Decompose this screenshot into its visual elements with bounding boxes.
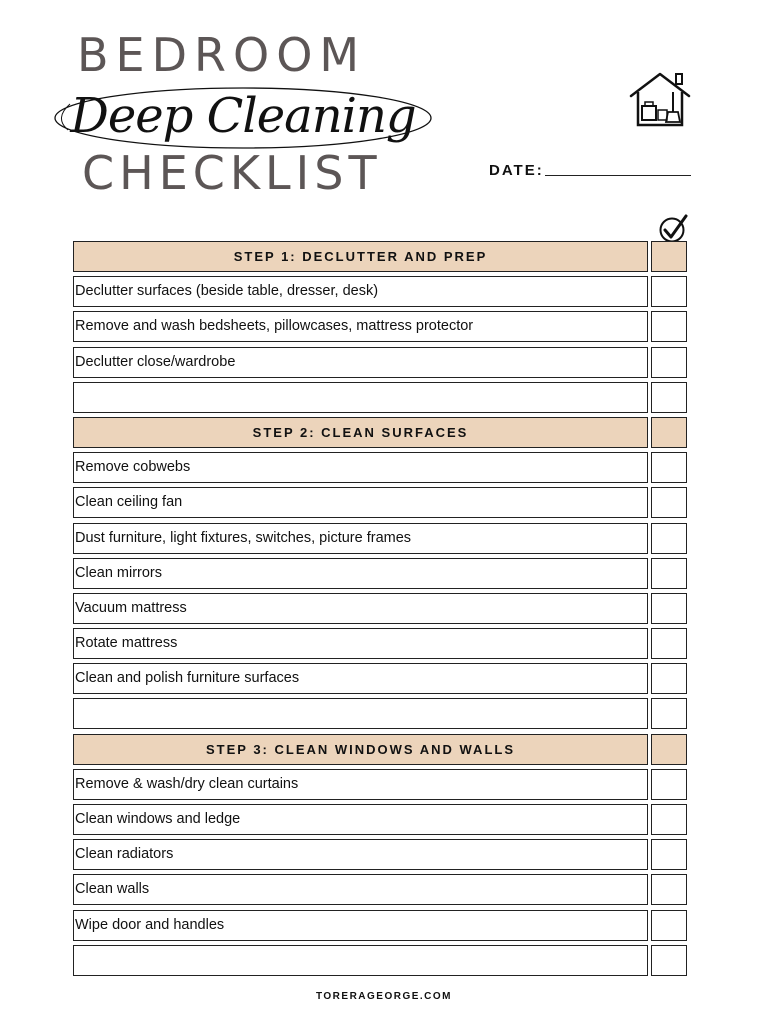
task-checkbox[interactable] (651, 628, 687, 659)
checklist-row (73, 910, 689, 945)
task-checkbox[interactable] (651, 382, 687, 413)
checklist-row (73, 945, 689, 980)
task-checkbox[interactable] (651, 804, 687, 835)
task-checkbox[interactable] (651, 593, 687, 624)
checklist-row (73, 839, 689, 874)
task-label: Clean walls (75, 881, 150, 898)
task-cell[interactable] (73, 487, 648, 518)
footer-website: TORERAGEORGE.COM (315, 991, 453, 1002)
checklist-row (73, 663, 689, 698)
task-label: Remove cobwebs (75, 459, 191, 476)
task-cell[interactable] (73, 276, 648, 307)
task-cell[interactable] (73, 558, 648, 589)
section-header-box (651, 417, 687, 448)
task-label: Wipe door and handles (75, 916, 225, 933)
task-cell[interactable] (73, 839, 648, 870)
task-checkbox[interactable] (651, 663, 687, 694)
checklist-row (73, 487, 689, 522)
checklist-row (73, 874, 689, 909)
task-cell[interactable] (73, 452, 648, 483)
checklist-row (73, 347, 689, 382)
task-cell[interactable] (73, 945, 648, 976)
task-cell[interactable] (73, 663, 648, 694)
task-checkbox[interactable] (651, 347, 687, 378)
task-label: Clean ceiling fan (75, 494, 183, 511)
section-header-cell (73, 417, 648, 448)
checklist-row (73, 769, 689, 804)
checklist-row (73, 698, 689, 733)
task-label: Rotate mattress (75, 635, 178, 652)
checklist-row (73, 804, 689, 839)
section-header-row (73, 241, 689, 276)
section-header-cell (73, 241, 648, 272)
task-label: Declutter surfaces (beside table, dresser, desk) (75, 283, 379, 300)
task-label: Declutter close/wardrobe (75, 353, 236, 370)
task-cell[interactable] (73, 804, 648, 835)
task-cell[interactable] (73, 311, 648, 342)
task-label: Remove & wash/dry clean curtains (75, 775, 299, 792)
checklist-row (73, 558, 689, 593)
task-label: Clean windows and ledge (75, 811, 241, 827)
checklist-row (73, 311, 689, 346)
section-header-label: STEP 1: DECLUTTER AND PREP (233, 249, 488, 264)
task-cell[interactable] (73, 628, 648, 659)
task-cell[interactable] (73, 347, 648, 378)
section-header-cell (73, 734, 648, 765)
task-checkbox[interactable] (651, 487, 687, 518)
section-header-row (73, 417, 689, 452)
task-checkbox[interactable] (651, 910, 687, 941)
task-checkbox[interactable] (651, 945, 687, 976)
task-checkbox[interactable] (651, 523, 687, 554)
title-bedroom: BEDROOM (77, 28, 367, 82)
task-cell[interactable] (73, 382, 648, 413)
task-checkbox[interactable] (651, 698, 687, 729)
task-label: Clean radiators (75, 846, 174, 863)
task-cell[interactable] (73, 910, 648, 941)
title-deep-cleaning: Deep Cleaning (70, 88, 416, 144)
task-cell[interactable] (73, 593, 648, 624)
task-checkbox[interactable] (651, 452, 687, 483)
checkmark-circle-icon (657, 214, 689, 244)
task-label: Remove and wash bedsheets, pillowcases, mattress protector (75, 318, 474, 335)
task-checkbox[interactable] (651, 769, 687, 800)
task-cell[interactable] (73, 523, 648, 554)
section-header-label: STEP 3: CLEAN WINDOWS AND WALLS (206, 741, 515, 757)
house-cleaning-icon (628, 70, 692, 130)
section-header-row (73, 734, 689, 769)
checklist-row (73, 452, 689, 487)
section-header-box (651, 734, 687, 765)
date-line[interactable] (545, 175, 691, 176)
task-checkbox[interactable] (651, 311, 687, 342)
checklist-row (73, 382, 689, 417)
checklist-table (73, 241, 689, 980)
date-label: DATE: (489, 162, 544, 179)
section-header-label: STEP 2: CLEAN SURFACES (252, 424, 469, 440)
checklist-row (73, 276, 689, 311)
task-checkbox[interactable] (651, 558, 687, 589)
task-checkbox[interactable] (651, 276, 687, 307)
section-header-box (651, 241, 687, 272)
checklist-row (73, 593, 689, 628)
task-label: Clean mirrors (75, 564, 163, 581)
task-label: Clean and polish furniture surfaces (75, 670, 300, 687)
task-label: Vacuum mattress (75, 599, 187, 616)
task-label: Dust furniture, light fixtures, switches, picture frames (75, 529, 412, 546)
task-checkbox[interactable] (651, 839, 687, 870)
task-cell[interactable] (73, 698, 648, 729)
task-checkbox[interactable] (651, 874, 687, 905)
task-cell[interactable] (73, 769, 648, 800)
checklist-row (73, 523, 689, 558)
title-checklist: CHECKLIST (82, 146, 382, 200)
checklist-row (73, 628, 689, 663)
task-cell[interactable] (73, 874, 648, 905)
